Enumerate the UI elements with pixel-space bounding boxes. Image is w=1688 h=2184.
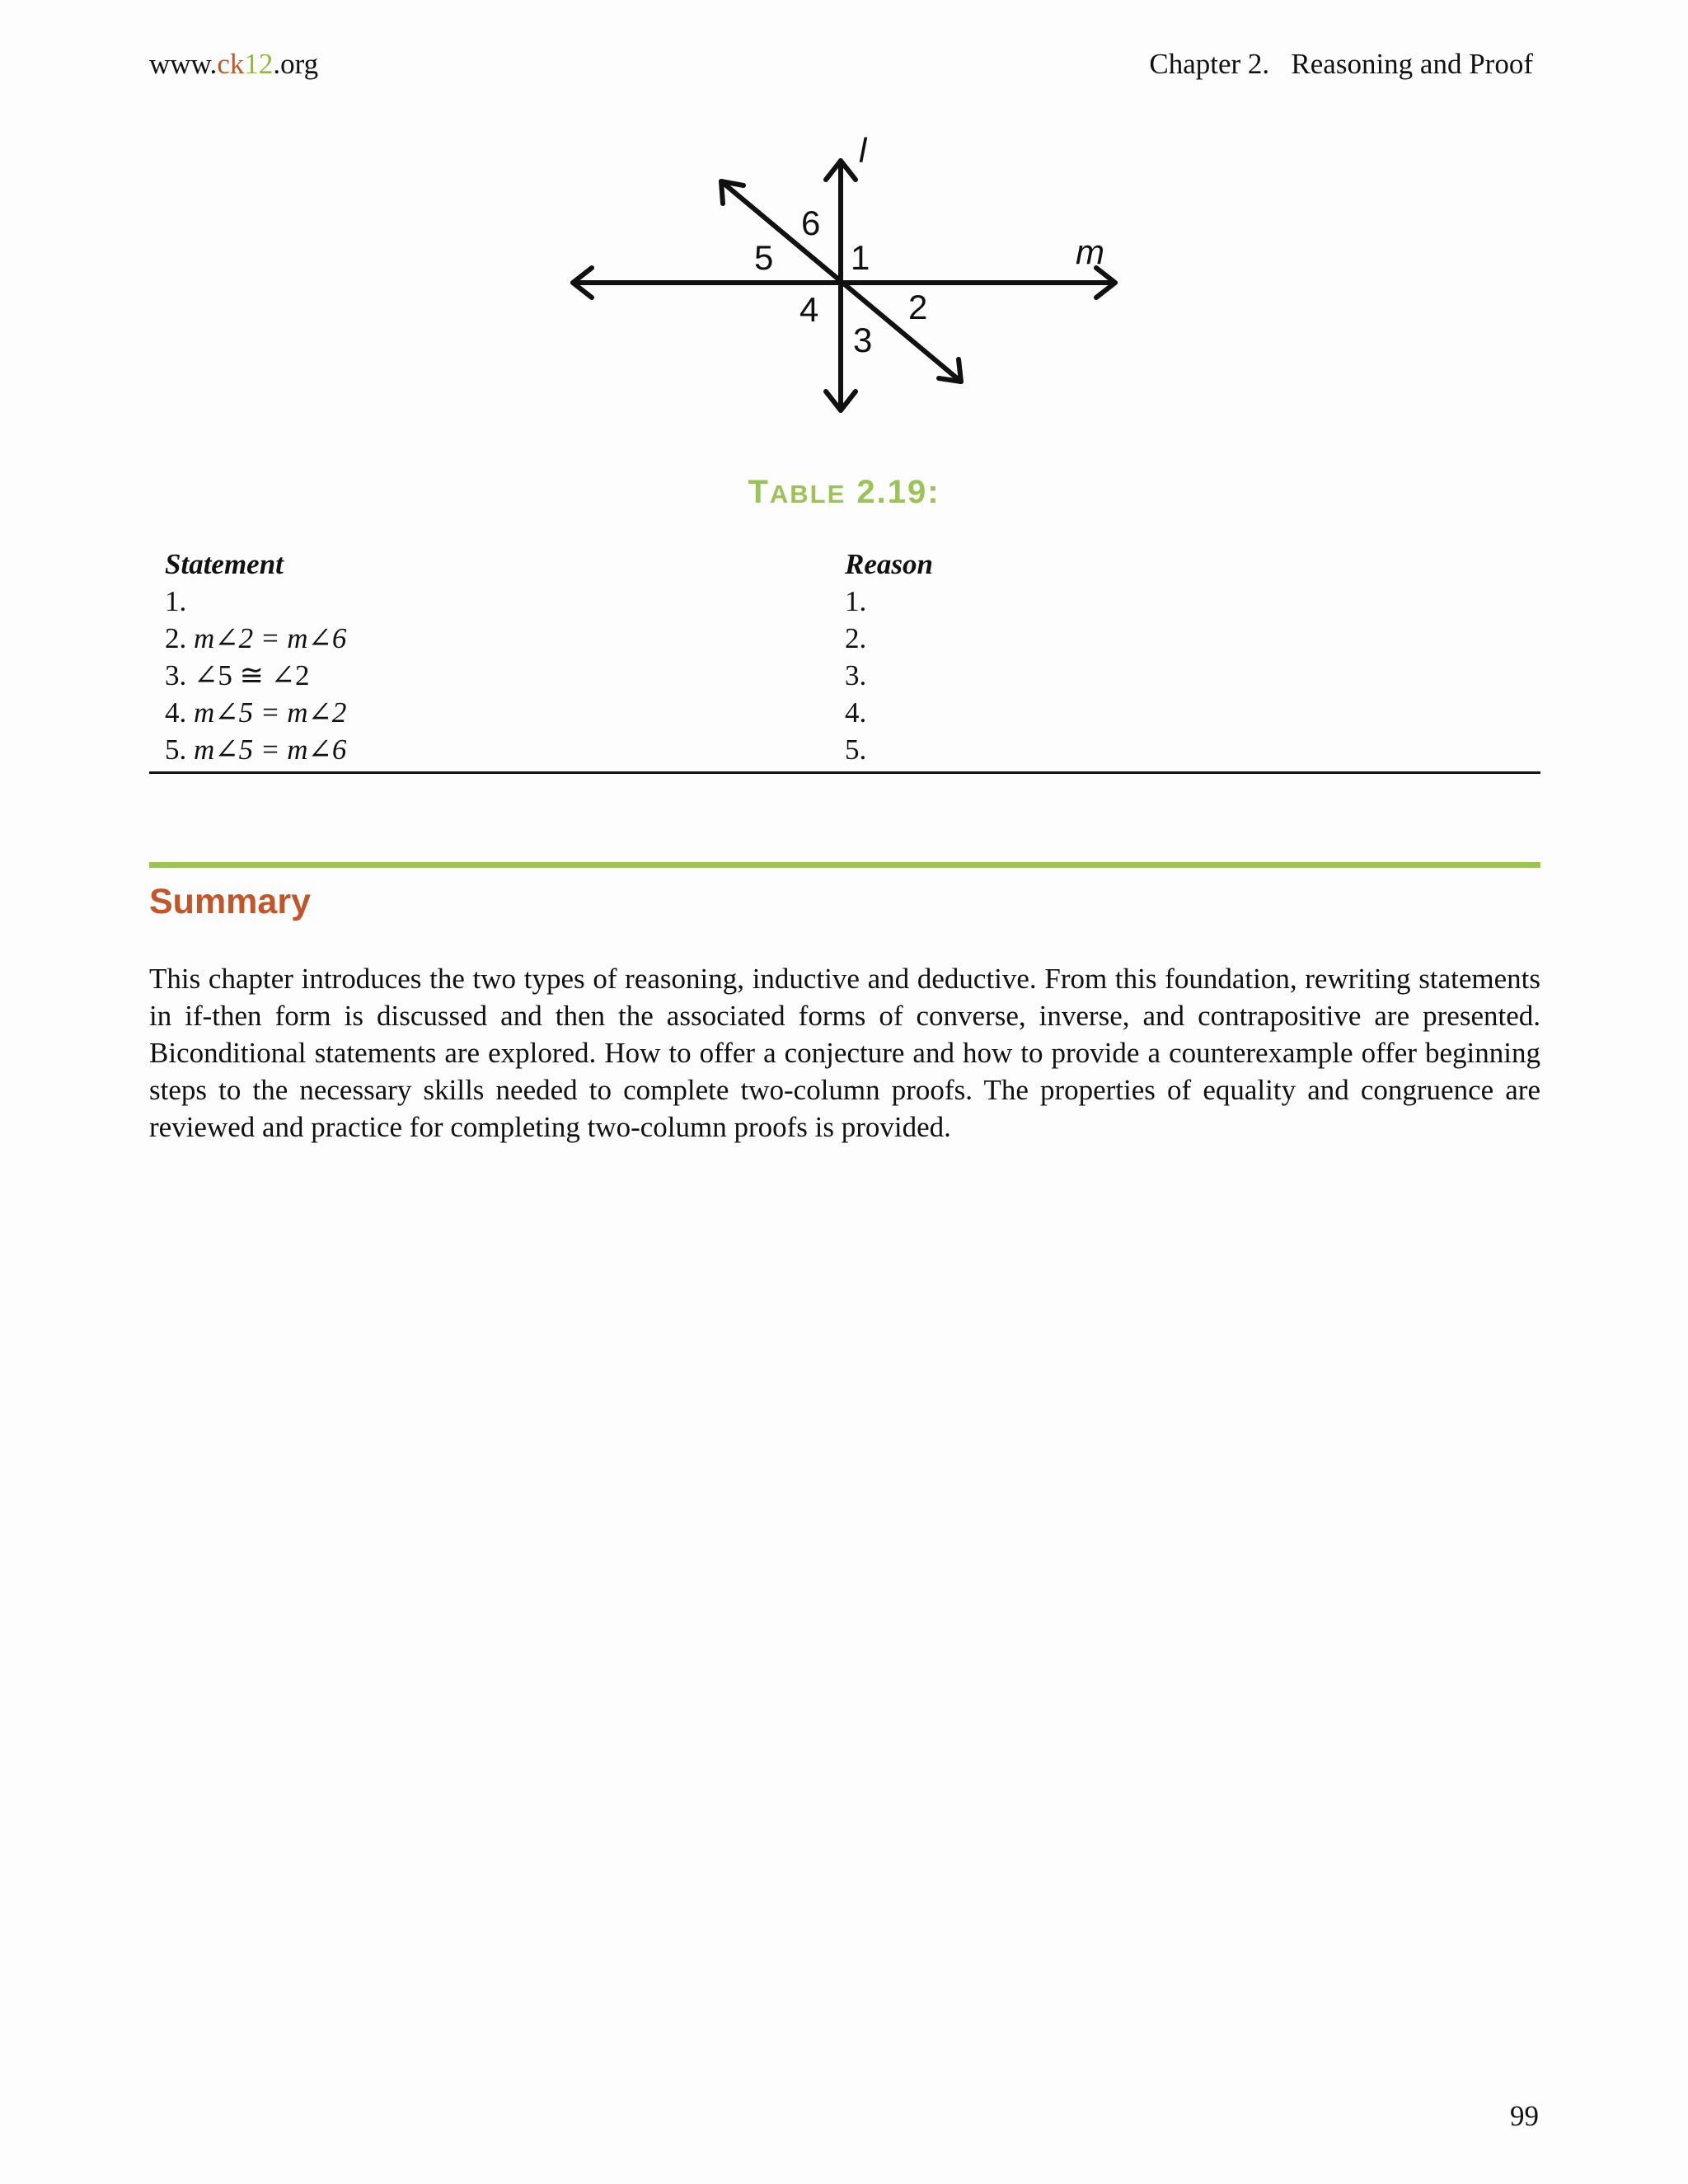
caption-small: ABLE [769,480,846,509]
angle-label-3: 3 [853,321,873,359]
angle-label-2: 2 [908,288,928,326]
reason-cell: 5. [845,733,867,766]
statement-text: m∠5 = m∠2 [194,696,347,729]
chapter-title: Chapter 2. Reasoning and Proof [1149,48,1533,80]
reason-cell: 4. [845,696,867,729]
angle-label-5: 5 [754,238,774,277]
statement-cell [149,585,845,618]
reason-cell: 2. [845,621,867,654]
statement-cell [149,733,845,766]
table-caption [0,474,1688,511]
step-number: 5. [165,733,187,766]
site-prefix: www. [149,48,218,80]
page-number: 99 [1510,2100,1539,2132]
angle-label-6: 6 [801,204,821,242]
site-ck: ck [217,48,245,80]
summary-paragraph: This chapter introduces the two types of reasoning, inductive and deductive. From this foundation, rewriting statements in if-then form is discussed and then the associated forms of converse, inverse, and contrapositive are presented. Biconditional statements are explored. How to offer a conjecture and how to provide a counterexample offer beginning steps to the necessary skills needed to complete two-column proofs. The properties of equality and congruence are reviewed and practice for completing two-column proofs is provided. [149,963,1540,1143]
site-12: 12 [244,48,274,80]
statement-cell [149,696,845,729]
statement-text: ∠5 ≅ ∠2 [194,658,310,691]
statement-cell [149,622,845,655]
header-statement: Statement [165,547,284,580]
statement-text: m∠2 = m∠6 [194,621,347,654]
intersecting-lines-diagram [560,136,1137,424]
reason-cell: 1. [845,584,867,617]
angle-label-1: 1 [851,238,870,277]
angle-label-4: 4 [799,290,819,329]
statement-cell [149,659,845,692]
section-divider [149,862,1540,868]
site-url[interactable] [149,48,318,81]
statement-text: m∠5 = m∠6 [194,733,347,766]
table-row [149,620,1540,657]
caption-first: T [748,474,770,510]
table-row [149,657,1540,694]
line-label-l: l [859,136,867,170]
caption-rest: 2.19: [846,474,940,510]
step-number: 3. [165,658,187,691]
step-number: 1. [165,584,187,617]
proof-table [149,546,1540,774]
line-label-m: m [1076,232,1104,271]
reason-cell: 3. [845,658,867,691]
summary-heading: Summary [149,882,311,921]
table-row [149,694,1540,731]
step-number: 2. [165,621,187,654]
site-suffix: .org [273,48,319,80]
table-row [149,731,1540,768]
table-header-row [149,546,1540,583]
table-row [149,583,1540,620]
header-reason: Reason [845,547,933,580]
step-number: 4. [165,696,187,729]
